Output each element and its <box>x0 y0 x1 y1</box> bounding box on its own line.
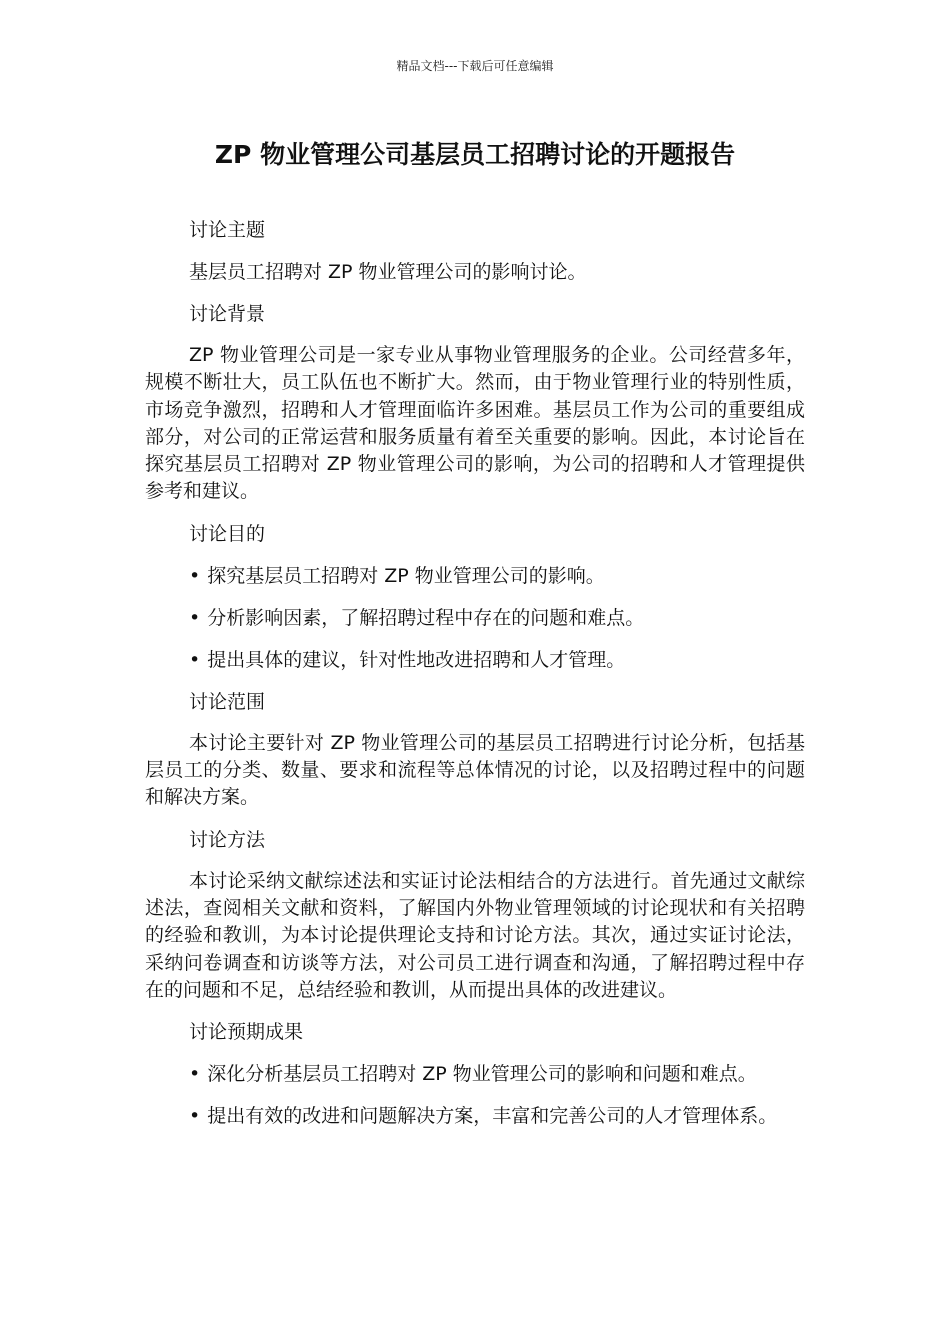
section-paragraph: 本讨论主要针对 ZP 物业管理公司的基层员工招聘进行讨论分析，包括基层员工的分类、数量、要求和流程等总体情况的讨论，以及招聘过程中的问题和解决方案。 <box>145 731 805 809</box>
bullet-icon: • <box>189 1063 201 1086</box>
bullet-icon: • <box>189 1105 201 1128</box>
list-item <box>145 1102 805 1130</box>
section-scope <box>145 688 805 812</box>
document-title: ZP 物业管理公司基层员工招聘讨论的开题报告 <box>214 140 736 169</box>
section-expected-results <box>145 1018 805 1130</box>
section-paragraph: ZP 物业管理公司是一家专业从事物业管理服务的企业。公司经营多年，规模不断壮大，员工队伍也不断扩大。然而，由于物业管理行业的特别性质，市场竞争激烈，招聘和人才管理面临许多困难。基层员工作为公司的重要组成部分，对公司的正常运营和服务质量有着至关重要的影响。因此，本讨论旨在探究基层员工招聘对 ZP 物业管理公司的影响，为公司的招聘和人才管理提供参考和建议。 <box>145 344 805 503</box>
list-item-text: 分析影响因素，了解招聘过程中存在的问题和难点。 <box>207 606 645 629</box>
section-paragraph: 本讨论采纳文献综述法和实证讨论法相结合的方法进行。首先通过文献综述法，查阅相关文献和资料，了解国内外物业管理领域的讨论现状和有关招聘的经验和教训，为本讨论提供理论支持和讨论方法。其次，通过实证讨论法，采纳问卷调查和访谈等方法，对公司员工进行调查和沟通，了解招聘过程中存在的问题和不足，总结经验和教训，从而提出具体的改进建议。 <box>145 869 805 1001</box>
section-topic <box>145 216 805 286</box>
section-method <box>145 826 805 1004</box>
bullet-icon: • <box>189 606 201 629</box>
section-heading: 讨论目的 <box>189 522 266 545</box>
list-item <box>145 562 805 590</box>
list-item <box>145 1060 805 1088</box>
bullet-icon: • <box>189 564 201 587</box>
section-paragraph: 基层员工招聘对 ZP 物业管理公司的影响讨论。 <box>189 261 587 283</box>
section-heading: 讨论背景 <box>189 303 266 325</box>
page-header: 精品文档---下载后可任意编辑 <box>396 59 554 73</box>
list-item-text: 提出有效的改进和问题解决方案，丰富和完善公司的人才管理体系。 <box>207 1105 778 1128</box>
document-body <box>145 216 805 1144</box>
section-purpose <box>145 520 805 674</box>
section-background <box>145 300 805 506</box>
list-item <box>145 604 805 632</box>
section-heading: 讨论主题 <box>189 219 266 241</box>
list-item <box>145 646 805 674</box>
section-heading: 讨论方法 <box>189 828 266 851</box>
section-heading: 讨论范围 <box>189 690 266 713</box>
list-item-text: 深化分析基层员工招聘对 ZP 物业管理公司的影响和问题和难点。 <box>207 1063 757 1086</box>
bullet-icon: • <box>189 648 201 671</box>
section-heading: 讨论预期成果 <box>189 1021 304 1044</box>
list-item-text: 探究基层员工招聘对 ZP 物业管理公司的影响。 <box>207 564 605 587</box>
list-item-text: 提出具体的建议，针对性地改进招聘和人才管理。 <box>207 648 626 671</box>
